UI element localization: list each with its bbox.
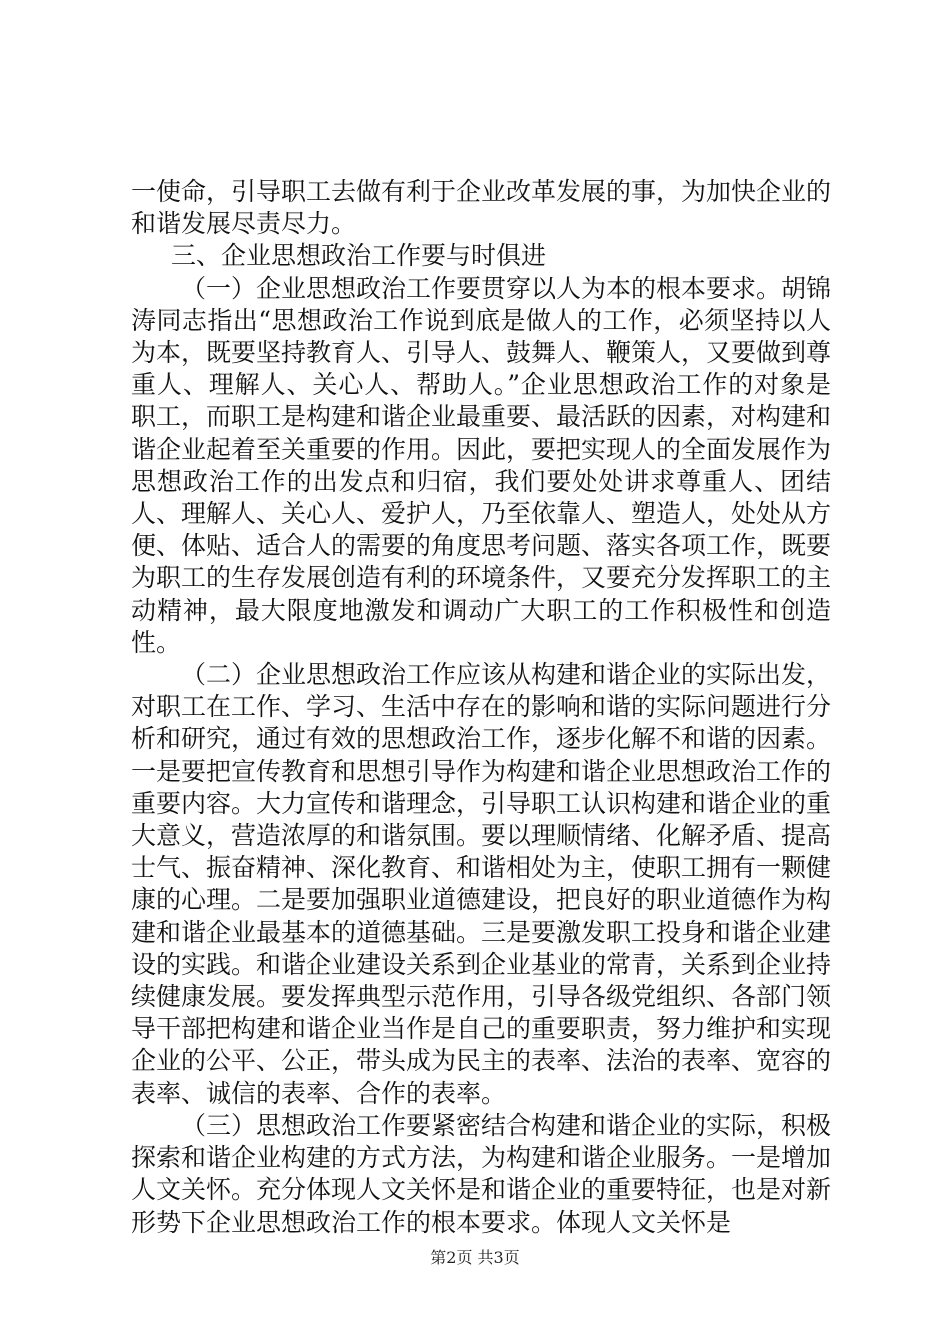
- paragraph-one: （一）企业思想政治工作要贯穿以人为本的根本要求。胡锦涛同志指出“思想政治工作说到底是做人的工作，必须坚持以人为本，既要坚持教育人、引导人、鼓舞人、鞭策人，又要做到尊重人、理解人、关心人、帮助人。”企业思想政治工作的对象是职工，而职工是构建和谐企业最重要、最活跃的因素，对构建和谐企业起着至关重要的作用。因此，要把实现人的全面发展作为思想政治工作的出发点和归宿，我们要处处讲求尊重人、团结人、理解人、关心人、爱护人，乃至依靠人、塑造人，处处从方便、体贴、适合人的需要的角度思考问题、落实各项工作，既要为职工的生存发展创造有利的环境条件，又要充分发挥职工的主动精神，最大限度地激发和调动广大职工的工作积极性和创造性。: [131, 273, 832, 657]
- paragraph-three: （三）思想政治工作要紧密结合构建和谐企业的实际，积极探索和谐企业构建的方式方法，为构建和谐企业服务。一是增加人文关怀。充分体现人文关怀是和谐企业的重要特征，也是对新形势下企业思想政治工作的根本要求。体现人文关怀是: [131, 1110, 832, 1237]
- section-heading: 三、企业思想政治工作要与时俱进: [171, 241, 547, 271]
- document-body: [131, 176, 831, 1239]
- page-footer: 第2页 共3页: [430, 1248, 520, 1267]
- paragraph-continuation: 一使命，引导职工去做有利于企业改革发展的事，为加快企业的和谐发展尽责尽力。: [131, 177, 832, 239]
- paragraph-two: （二）企业思想政治工作应该从构建和谐企业的实际出发，对职工在工作、学习、生活中存在的影响和谐的实际问题进行分析和研究，通过有效的思想政治工作，逐步化解不和谐的因素。一是要把宣传教育和思想引导作为构建和谐企业思想政治工作的重要内容。大力宣传和谐理念，引导职工认识构建和谐企业的重大意义，营造浓厚的和谐氛围。要以理顺情绪、化解矛盾、提高士气、振奋精神、深化教育、和谐相处为主，使职工拥有一颗健康的心理。二是要加强职业道德建设，把良好的职业道德作为构建和谐企业最基本的道德基础。三是要激发职工投身和谐企业建设的实践。和谐企业建设关系到企业基业的常青，关系到企业持续健康发展。要发挥典型示范作用，引导各级党组织、各部门领导干部把构建和谐企业当作是自己的重要职责，努力维护和实现企业的公平、公正，带头成为民主的表率、法治的表率、宽容的表率、诚信的表率、合作的表率。: [131, 660, 832, 1108]
